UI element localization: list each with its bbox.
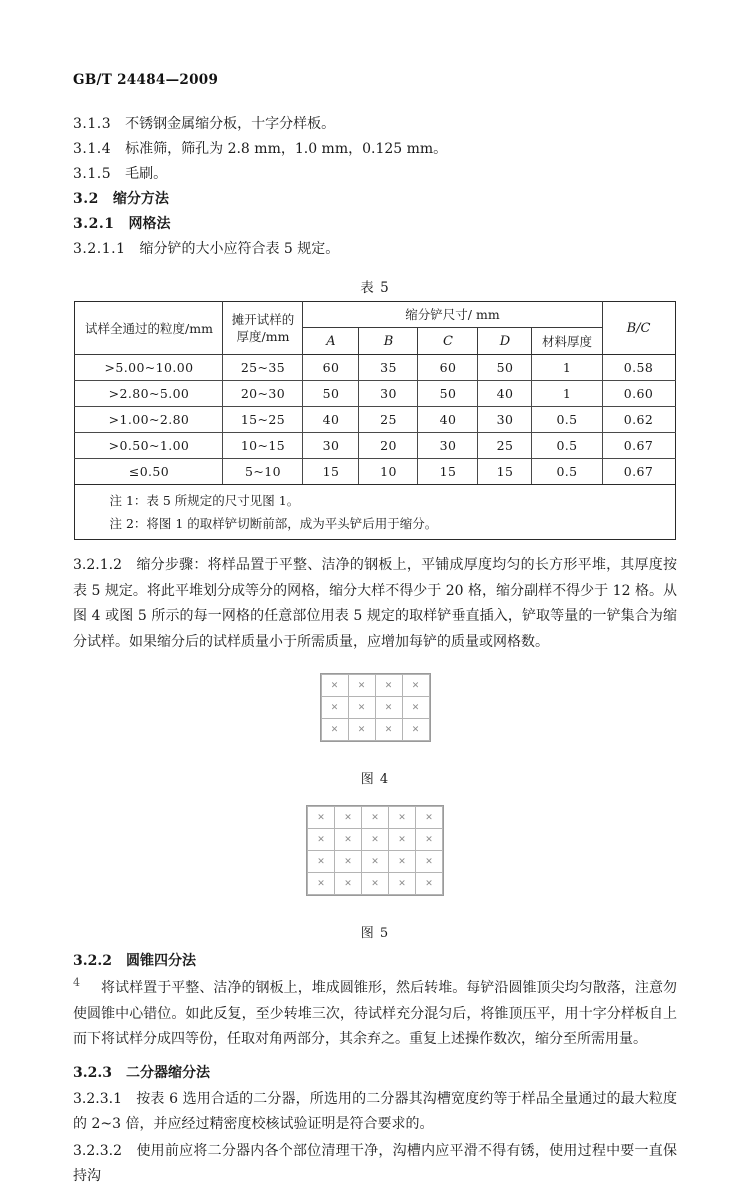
clause-text: 标准筛，筛孔为 2.8 mm，1.0 mm，0.125 mm。 [125,141,448,157]
th-granularity: 试样全通过的粒度/mm [75,302,223,355]
heading-3-2-3: 3.2.3 二分器缩分法 [73,1064,210,1081]
cross-icon: ✕ [416,829,443,851]
table-row [75,433,675,459]
clause-text: 网格法 [128,216,171,232]
cross-icon: ✕ [335,851,362,873]
cell-d: 15 [478,459,532,485]
th-b: B [359,328,418,355]
th-c: C [418,328,478,355]
cell-b: 35 [359,355,418,381]
cell-a: 40 [303,407,359,433]
cell-d: 25 [478,433,532,459]
cell-d: 30 [478,407,532,433]
cell-material: 1 [532,355,602,381]
cell-b: 25 [359,407,418,433]
cross-icon: ✕ [375,719,402,741]
cross-icon: ✕ [335,807,362,829]
cross-icon: ✕ [389,829,416,851]
figure-row [308,873,443,895]
cross-icon: ✕ [416,873,443,895]
table-header-row-1 [75,302,675,328]
clause-text: 缩分铲的大小应符合表 5 规定。 [139,241,340,257]
cross-icon: ✕ [389,873,416,895]
cell-granularity: >2.80~5.00 [75,381,223,407]
cross-icon: ✕ [416,807,443,829]
cell-a: 15 [303,459,359,485]
table-5-caption: 表 5 [360,280,390,296]
clause-number: 3.1.5 [73,166,112,182]
cell-thickness: 20~30 [223,381,303,407]
th-thickness [223,302,303,355]
cross-icon: ✕ [402,675,429,697]
cross-icon: ✕ [348,719,375,741]
th-thickness-line2: 厚度/mm [236,329,290,344]
table-5-header [75,302,675,355]
cell-thickness: 25~35 [223,355,303,381]
figure-4-container [73,673,677,787]
cell-granularity: >5.00~10.00 [75,355,223,381]
table-row [75,381,675,407]
cross-icon: ✕ [402,697,429,719]
heading-3-2-2: 3.2.2 圆锥四分法 [73,953,196,969]
cross-icon: ✕ [362,851,389,873]
th-a: A [303,328,359,355]
clause-list [73,112,677,262]
cross-icon: ✕ [348,697,375,719]
table-note-2: 注 2：将图 1 的取样铲切断前部，成为平头铲后用于缩分。 [75,512,675,540]
cell-b: 30 [359,381,418,407]
figure-5-grid [306,805,444,896]
cell-c: 30 [418,433,478,459]
clause-text: 不锈钢金属缩分板，十字分样板。 [125,116,336,132]
cell-thickness: 15~25 [223,407,303,433]
table-row [75,355,675,381]
cell-b: 10 [359,459,418,485]
th-material-thickness: 材料厚度 [532,328,602,355]
figure-4-grid [320,673,431,742]
cross-icon: ✕ [416,851,443,873]
table-5 [74,301,675,540]
cell-thickness: 10~15 [223,433,303,459]
cell-d: 40 [478,381,532,407]
clause-3-1-4 [73,137,677,162]
cell-thickness: 5~10 [223,459,303,485]
paragraph-3-2-1-2: 3.2.1.2 缩分步骤：将样品置于平整、洁净的钢板上，平铺成厚度均匀的长方形平堆，其厚度按表 5 规定。将此平堆划分成等分的网格，缩分大样不得少于 20 格，缩分副样不得少于 12 格。从图 4 或图 5 所示的每一网格的任意部位用表 5 规定的取样铲垂直插入，铲取等量的一铲集合为缩分试样。如果缩分后的试样质量小于所需质量，应增加每铲的质量或网格数。 [73,557,677,650]
cross-icon: ✕ [348,675,375,697]
cross-icon: ✕ [389,851,416,873]
cell-bc: 0.62 [602,407,675,433]
figure-5-caption: 图 5 [360,926,390,941]
cell-granularity: ≤0.50 [75,459,223,485]
cell-a: 30 [303,433,359,459]
paragraph-3-2-3-2: 3.2.3.2 使用前应将二分器内各个部位清理干净，沟槽内应平滑不得有锈，使用过程中要一直保持沟 [73,1142,677,1184]
table-note-row [75,485,675,513]
cell-bc: 0.58 [602,355,675,381]
figure-5-container [73,805,677,941]
cell-a: 60 [303,355,359,381]
cell-material: 0.5 [532,459,602,485]
cell-c: 40 [418,407,478,433]
cross-icon: ✕ [362,873,389,895]
clause-number: 3.2 [73,191,99,207]
clause-3-2 [73,187,677,212]
clause-number: 3.2.1.1 [73,241,126,257]
clause-3-2-1-1 [73,237,677,262]
cell-c: 60 [418,355,478,381]
cell-granularity: >1.00~2.80 [75,407,223,433]
clause-3-1-3 [73,112,677,137]
th-d: D [478,328,532,355]
paragraph-3-2-3-1: 3.2.3.1 按表 6 选用合适的二分器，所选用的二分器其沟槽宽度约等于样品全量通过的最大粒度的 2~3 倍，并应经过精密度校核试验证明是符合要求的。 [73,1090,677,1132]
cross-icon: ✕ [321,719,348,741]
cross-icon: ✕ [375,675,402,697]
cell-b: 20 [359,433,418,459]
cell-bc: 0.67 [602,433,675,459]
cell-a: 50 [303,381,359,407]
cell-granularity: >0.50~1.00 [75,433,223,459]
cross-icon: ✕ [335,829,362,851]
table-note-1: 注 1：表 5 所规定的尺寸见图 1。 [75,485,675,513]
figure-row [308,829,443,851]
cross-icon: ✕ [308,829,335,851]
clause-text: 毛刷。 [125,166,168,182]
cell-material: 1 [532,381,602,407]
page-content [73,112,677,1190]
table-5-body [75,355,675,540]
cross-icon: ✕ [402,719,429,741]
paragraph-3-2-2-body: 将试样置于平整、洁净的钢板上，堆成圆锥形，然后转堆。每铲沿圆锥顶尖均匀散落，注意勿使圆锥中心错位。如此反复，至少转堆三次，待试样充分混匀后，将锥顶压平，用十字分样板自上而下将试样分成四等份，任取对角两部分，其余弃之。重复上述操作数次，缩分至所需用量。 [73,980,677,1047]
clause-number: 3.1.4 [73,141,112,157]
cell-c: 15 [418,459,478,485]
clause-number: 3.2.1 [73,216,115,232]
figure-4-caption: 图 4 [360,772,390,787]
th-shovel-group: 缩分铲尺寸/ mm [303,302,602,328]
cell-material: 0.5 [532,407,602,433]
cell-c: 50 [418,381,478,407]
cross-icon: ✕ [375,697,402,719]
cross-icon: ✕ [389,807,416,829]
cross-icon: ✕ [308,873,335,895]
figure-5-table [307,806,443,895]
cross-icon: ✕ [308,807,335,829]
cross-icon: ✕ [362,829,389,851]
cross-icon: ✕ [321,697,348,719]
th-bc: B/C [602,302,675,355]
cell-material: 0.5 [532,433,602,459]
cross-icon: ✕ [308,851,335,873]
table-row [75,407,675,433]
cross-icon: ✕ [362,807,389,829]
figure-4-table [321,674,430,741]
cell-d: 50 [478,355,532,381]
clause-3-2-1 [73,212,677,237]
figure-row [321,675,429,697]
cell-bc: 0.67 [602,459,675,485]
figure-row [321,697,429,719]
clause-text: 缩分方法 [112,191,169,207]
cell-bc: 0.60 [602,381,675,407]
page-header-standard-id: GB/T 24484—2009 [73,72,219,88]
table-row [75,459,675,485]
figure-row [308,851,443,873]
clause-number: 3.1.3 [73,116,112,132]
cross-icon: ✕ [335,873,362,895]
clause-3-1-5 [73,162,677,187]
figure-row [321,719,429,741]
page-number: 4 [73,976,80,989]
figure-row [308,807,443,829]
th-thickness-line1: 摊开试样的 [231,312,295,327]
cross-icon: ✕ [321,675,348,697]
table-note-row [75,512,675,540]
